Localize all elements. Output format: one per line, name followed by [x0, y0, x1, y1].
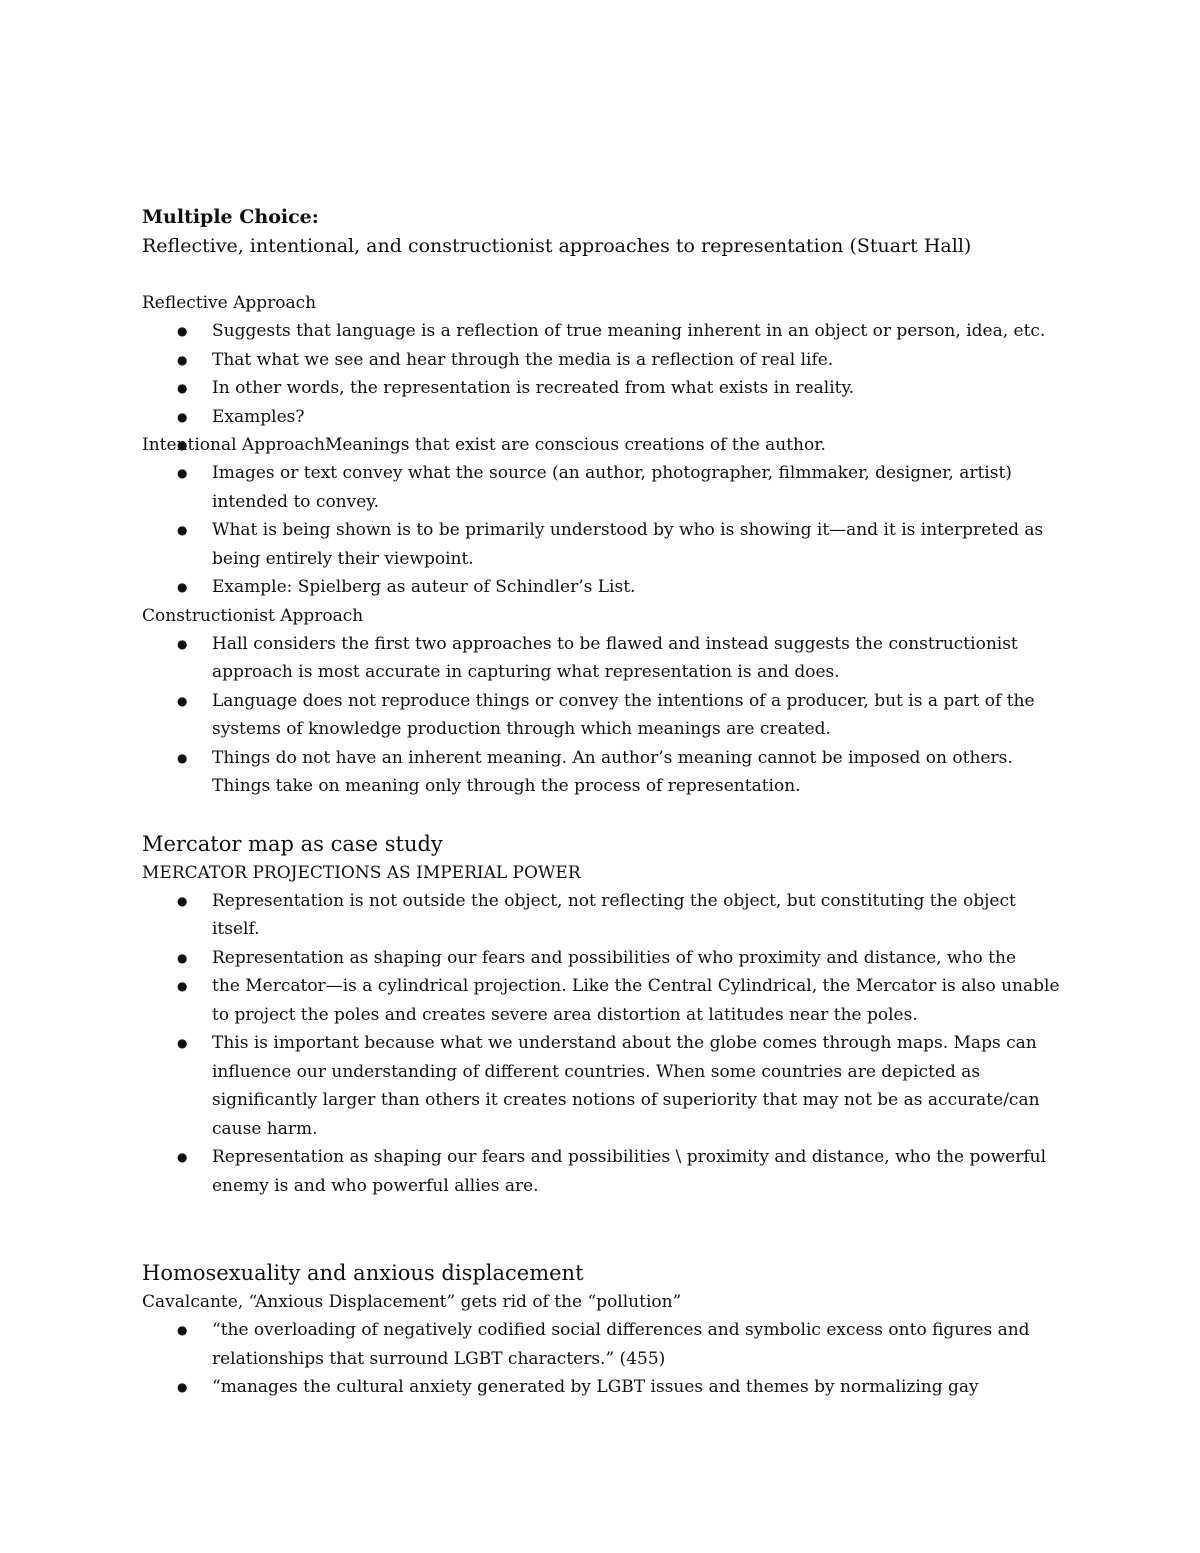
mercator-subtitle: MERCATOR PROJECTIONS AS IMPERIAL POWER: [142, 862, 581, 883]
page-title: Multiple Choice:: [142, 206, 319, 228]
homosexuality-list: [142, 1316, 1062, 1402]
list-item: ● Representation as shaping our fears and possibilities of who proximity and distance, who the: [142, 944, 1062, 973]
constructionist-list: [142, 630, 1062, 801]
list-item: ● This is important because what we understand about the globe comes through maps. Maps can influence our understanding of different countries. When some countries are depicted as significantly larger than others it creates notions of superiority that may not be as accurate/can cause harm.: [142, 1029, 1062, 1143]
intentional-title: Intentional ApproachMeanings that exist are conscious creations of the author.: [142, 435, 826, 455]
list-item: ● Images or text convey what the source (an author, photographer, filmmaker, designer, artist) intended to convey.: [142, 459, 1062, 516]
list-item: ● Hall considers the first two approaches to be flawed and instead suggests the constructionist approach is most accurate in capturing what representation is and does.: [142, 630, 1062, 687]
intentional-list: [142, 459, 1062, 602]
list-item: ● Language does not reproduce things or convey the intentions of a producer, but is a part of the systems of knowledge production through which meanings are created.: [142, 687, 1062, 744]
list-item: ● That what we see and hear through the media is a reflection of real life.: [142, 346, 1062, 375]
constructionist-title: Constructionist Approach: [142, 605, 364, 626]
document-content: [142, 203, 1062, 1402]
list-item: ● Examples?: [142, 403, 1062, 432]
homosexuality-subtitle: Cavalcante, “Anxious Displacement” gets rid of the “pollution”: [142, 1292, 682, 1312]
homosexuality-title: Homosexuality and anxious displacement: [142, 1261, 584, 1285]
mercator-list: [142, 887, 1062, 1201]
list-item: ● “manages the cultural anxiety generated by LGBT issues and themes by normalizing gay: [142, 1373, 1062, 1402]
list-item: ● Representation as shaping our fears and possibilities \ proximity and distance, who the powerful enemy is and who powerful allies are.: [142, 1143, 1062, 1200]
list-item: ● the Mercator—is a cylindrical projection. Like the Central Cylindrical, the Mercator is also unable to project the poles and creates severe area distortion at latitudes near the poles.: [142, 972, 1062, 1029]
list-item: ● “the overloading of negatively codified social differences and symbolic excess onto figures and relationships that surround LGBT characters.” (455): [142, 1316, 1062, 1373]
reflective-title: Reflective Approach: [142, 293, 317, 313]
reflective-list: [142, 317, 1062, 431]
list-item: ● Things do not have an inherent meaning. An author’s meaning cannot be imposed on others. Things take on meaning only through the process of representation.: [142, 744, 1062, 801]
list-item: ● Representation is not outside the object, not reflecting the object, but constituting the object itself.: [142, 887, 1062, 944]
mercator-title: Mercator map as case study: [142, 831, 443, 856]
list-item: ● What is being shown is to be primarily understood by who is showing it—and it is interpreted as being entirely their viewpoint.: [142, 516, 1062, 573]
page-subtitle: Reflective, intentional, and constructionist approaches to representation (Stuart Hall): [142, 235, 972, 257]
list-item: ● In other words, the representation is recreated from what exists in reality.: [142, 374, 1062, 403]
list-item: ● Example: Spielberg as auteur of Schindler’s List.: [142, 573, 1062, 602]
list-item: ● Suggests that language is a reflection of true meaning inherent in an object or person, idea, etc.: [142, 317, 1062, 346]
